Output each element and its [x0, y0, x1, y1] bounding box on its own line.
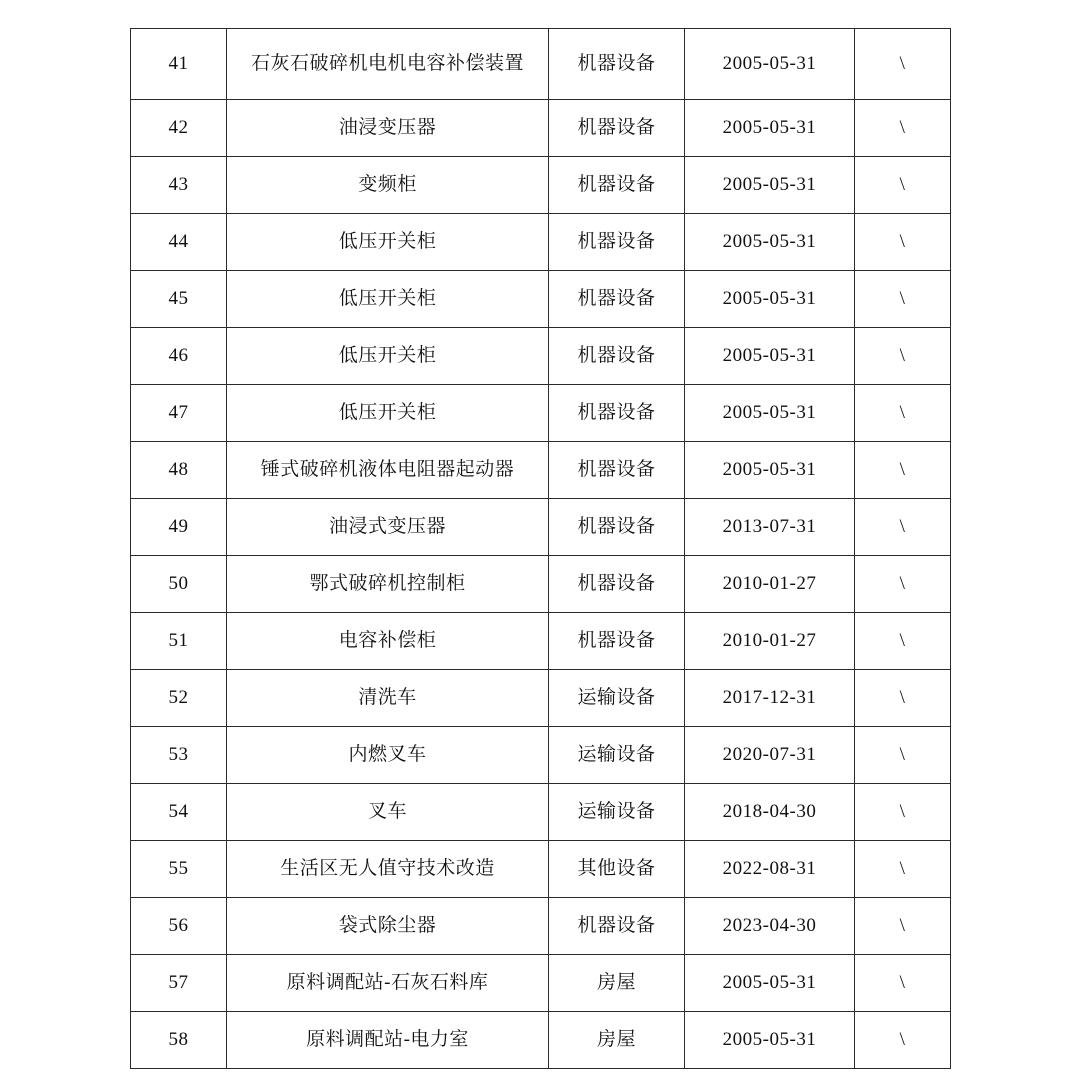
cell-category: 机器设备 — [549, 214, 685, 271]
cell-name: 低压开关柜 — [227, 385, 549, 442]
cell-note: \ — [855, 157, 951, 214]
table-row — [131, 841, 951, 898]
table-row — [131, 442, 951, 499]
cell-index: 49 — [131, 499, 227, 556]
cell-index: 51 — [131, 613, 227, 670]
table-row — [131, 1012, 951, 1069]
cell-date: 2017-12-31 — [685, 670, 855, 727]
cell-index: 48 — [131, 442, 227, 499]
cell-note: \ — [855, 727, 951, 784]
cell-note: \ — [855, 271, 951, 328]
table-row — [131, 499, 951, 556]
cell-category: 机器设备 — [549, 442, 685, 499]
table-row — [131, 157, 951, 214]
cell-note: \ — [855, 784, 951, 841]
table-row — [131, 784, 951, 841]
cell-note: \ — [855, 898, 951, 955]
cell-name: 低压开关柜 — [227, 328, 549, 385]
cell-date: 2010-01-27 — [685, 556, 855, 613]
cell-category: 机器设备 — [549, 385, 685, 442]
cell-date: 2023-04-30 — [685, 898, 855, 955]
table-row — [131, 955, 951, 1012]
cell-date: 2005-05-31 — [685, 214, 855, 271]
cell-note: \ — [855, 556, 951, 613]
cell-name: 石灰石破碎机电机电容补偿装置 — [227, 29, 549, 100]
cell-index: 45 — [131, 271, 227, 328]
table-row — [131, 670, 951, 727]
cell-date: 2018-04-30 — [685, 784, 855, 841]
cell-name: 内燃叉车 — [227, 727, 549, 784]
cell-note: \ — [855, 670, 951, 727]
cell-date: 2005-05-31 — [685, 271, 855, 328]
cell-category: 机器设备 — [549, 898, 685, 955]
cell-name: 锤式破碎机液体电阻器起动器 — [227, 442, 549, 499]
cell-category: 机器设备 — [549, 271, 685, 328]
cell-note: \ — [855, 442, 951, 499]
cell-category: 运输设备 — [549, 670, 685, 727]
table-row — [131, 271, 951, 328]
cell-date: 2022-08-31 — [685, 841, 855, 898]
cell-note: \ — [855, 499, 951, 556]
cell-name: 低压开关柜 — [227, 271, 549, 328]
cell-category: 房屋 — [549, 955, 685, 1012]
cell-index: 54 — [131, 784, 227, 841]
cell-name: 油浸变压器 — [227, 100, 549, 157]
cell-index: 57 — [131, 955, 227, 1012]
table-row — [131, 727, 951, 784]
cell-index: 44 — [131, 214, 227, 271]
cell-name: 叉车 — [227, 784, 549, 841]
cell-category: 机器设备 — [549, 157, 685, 214]
cell-name: 油浸式变压器 — [227, 499, 549, 556]
cell-name: 变频柜 — [227, 157, 549, 214]
cell-index: 53 — [131, 727, 227, 784]
cell-category: 运输设备 — [549, 727, 685, 784]
cell-index: 47 — [131, 385, 227, 442]
cell-date: 2013-07-31 — [685, 499, 855, 556]
cell-index: 55 — [131, 841, 227, 898]
cell-date: 2005-05-31 — [685, 328, 855, 385]
cell-note: \ — [855, 1012, 951, 1069]
cell-name: 低压开关柜 — [227, 214, 549, 271]
cell-date: 2005-05-31 — [685, 1012, 855, 1069]
cell-date: 2005-05-31 — [685, 955, 855, 1012]
cell-index: 46 — [131, 328, 227, 385]
cell-date: 2010-01-27 — [685, 613, 855, 670]
cell-date: 2005-05-31 — [685, 100, 855, 157]
table-row — [131, 556, 951, 613]
table-row — [131, 613, 951, 670]
cell-date: 2005-05-31 — [685, 29, 855, 100]
cell-category: 机器设备 — [549, 100, 685, 157]
cell-date: 2005-05-31 — [685, 385, 855, 442]
cell-name: 原料调配站-电力室 — [227, 1012, 549, 1069]
cell-category: 机器设备 — [549, 328, 685, 385]
cell-note: \ — [855, 29, 951, 100]
cell-category: 机器设备 — [549, 499, 685, 556]
cell-note: \ — [855, 214, 951, 271]
cell-note: \ — [855, 955, 951, 1012]
cell-note: \ — [855, 328, 951, 385]
cell-category: 其他设备 — [549, 841, 685, 898]
table-row — [131, 898, 951, 955]
cell-name: 清洗车 — [227, 670, 549, 727]
table-row — [131, 385, 951, 442]
cell-note: \ — [855, 385, 951, 442]
cell-index: 43 — [131, 157, 227, 214]
cell-index: 41 — [131, 29, 227, 100]
cell-date: 2005-05-31 — [685, 442, 855, 499]
asset-table-container — [130, 28, 950, 1069]
cell-category: 房屋 — [549, 1012, 685, 1069]
cell-note: \ — [855, 841, 951, 898]
table-row — [131, 100, 951, 157]
cell-category: 运输设备 — [549, 784, 685, 841]
cell-name: 鄂式破碎机控制柜 — [227, 556, 549, 613]
asset-table — [130, 28, 951, 1069]
cell-date: 2005-05-31 — [685, 157, 855, 214]
cell-date: 2020-07-31 — [685, 727, 855, 784]
cell-index: 52 — [131, 670, 227, 727]
cell-name: 袋式除尘器 — [227, 898, 549, 955]
cell-category: 机器设备 — [549, 29, 685, 100]
cell-category: 机器设备 — [549, 613, 685, 670]
table-row — [131, 328, 951, 385]
table-row — [131, 29, 951, 100]
table-row — [131, 214, 951, 271]
cell-category: 机器设备 — [549, 556, 685, 613]
cell-index: 58 — [131, 1012, 227, 1069]
cell-note: \ — [855, 613, 951, 670]
asset-table-body — [131, 29, 951, 1069]
cell-name: 生活区无人值守技术改造 — [227, 841, 549, 898]
cell-index: 50 — [131, 556, 227, 613]
cell-index: 42 — [131, 100, 227, 157]
cell-note: \ — [855, 100, 951, 157]
cell-name: 电容补偿柜 — [227, 613, 549, 670]
cell-name: 原料调配站-石灰石料库 — [227, 955, 549, 1012]
cell-index: 56 — [131, 898, 227, 955]
